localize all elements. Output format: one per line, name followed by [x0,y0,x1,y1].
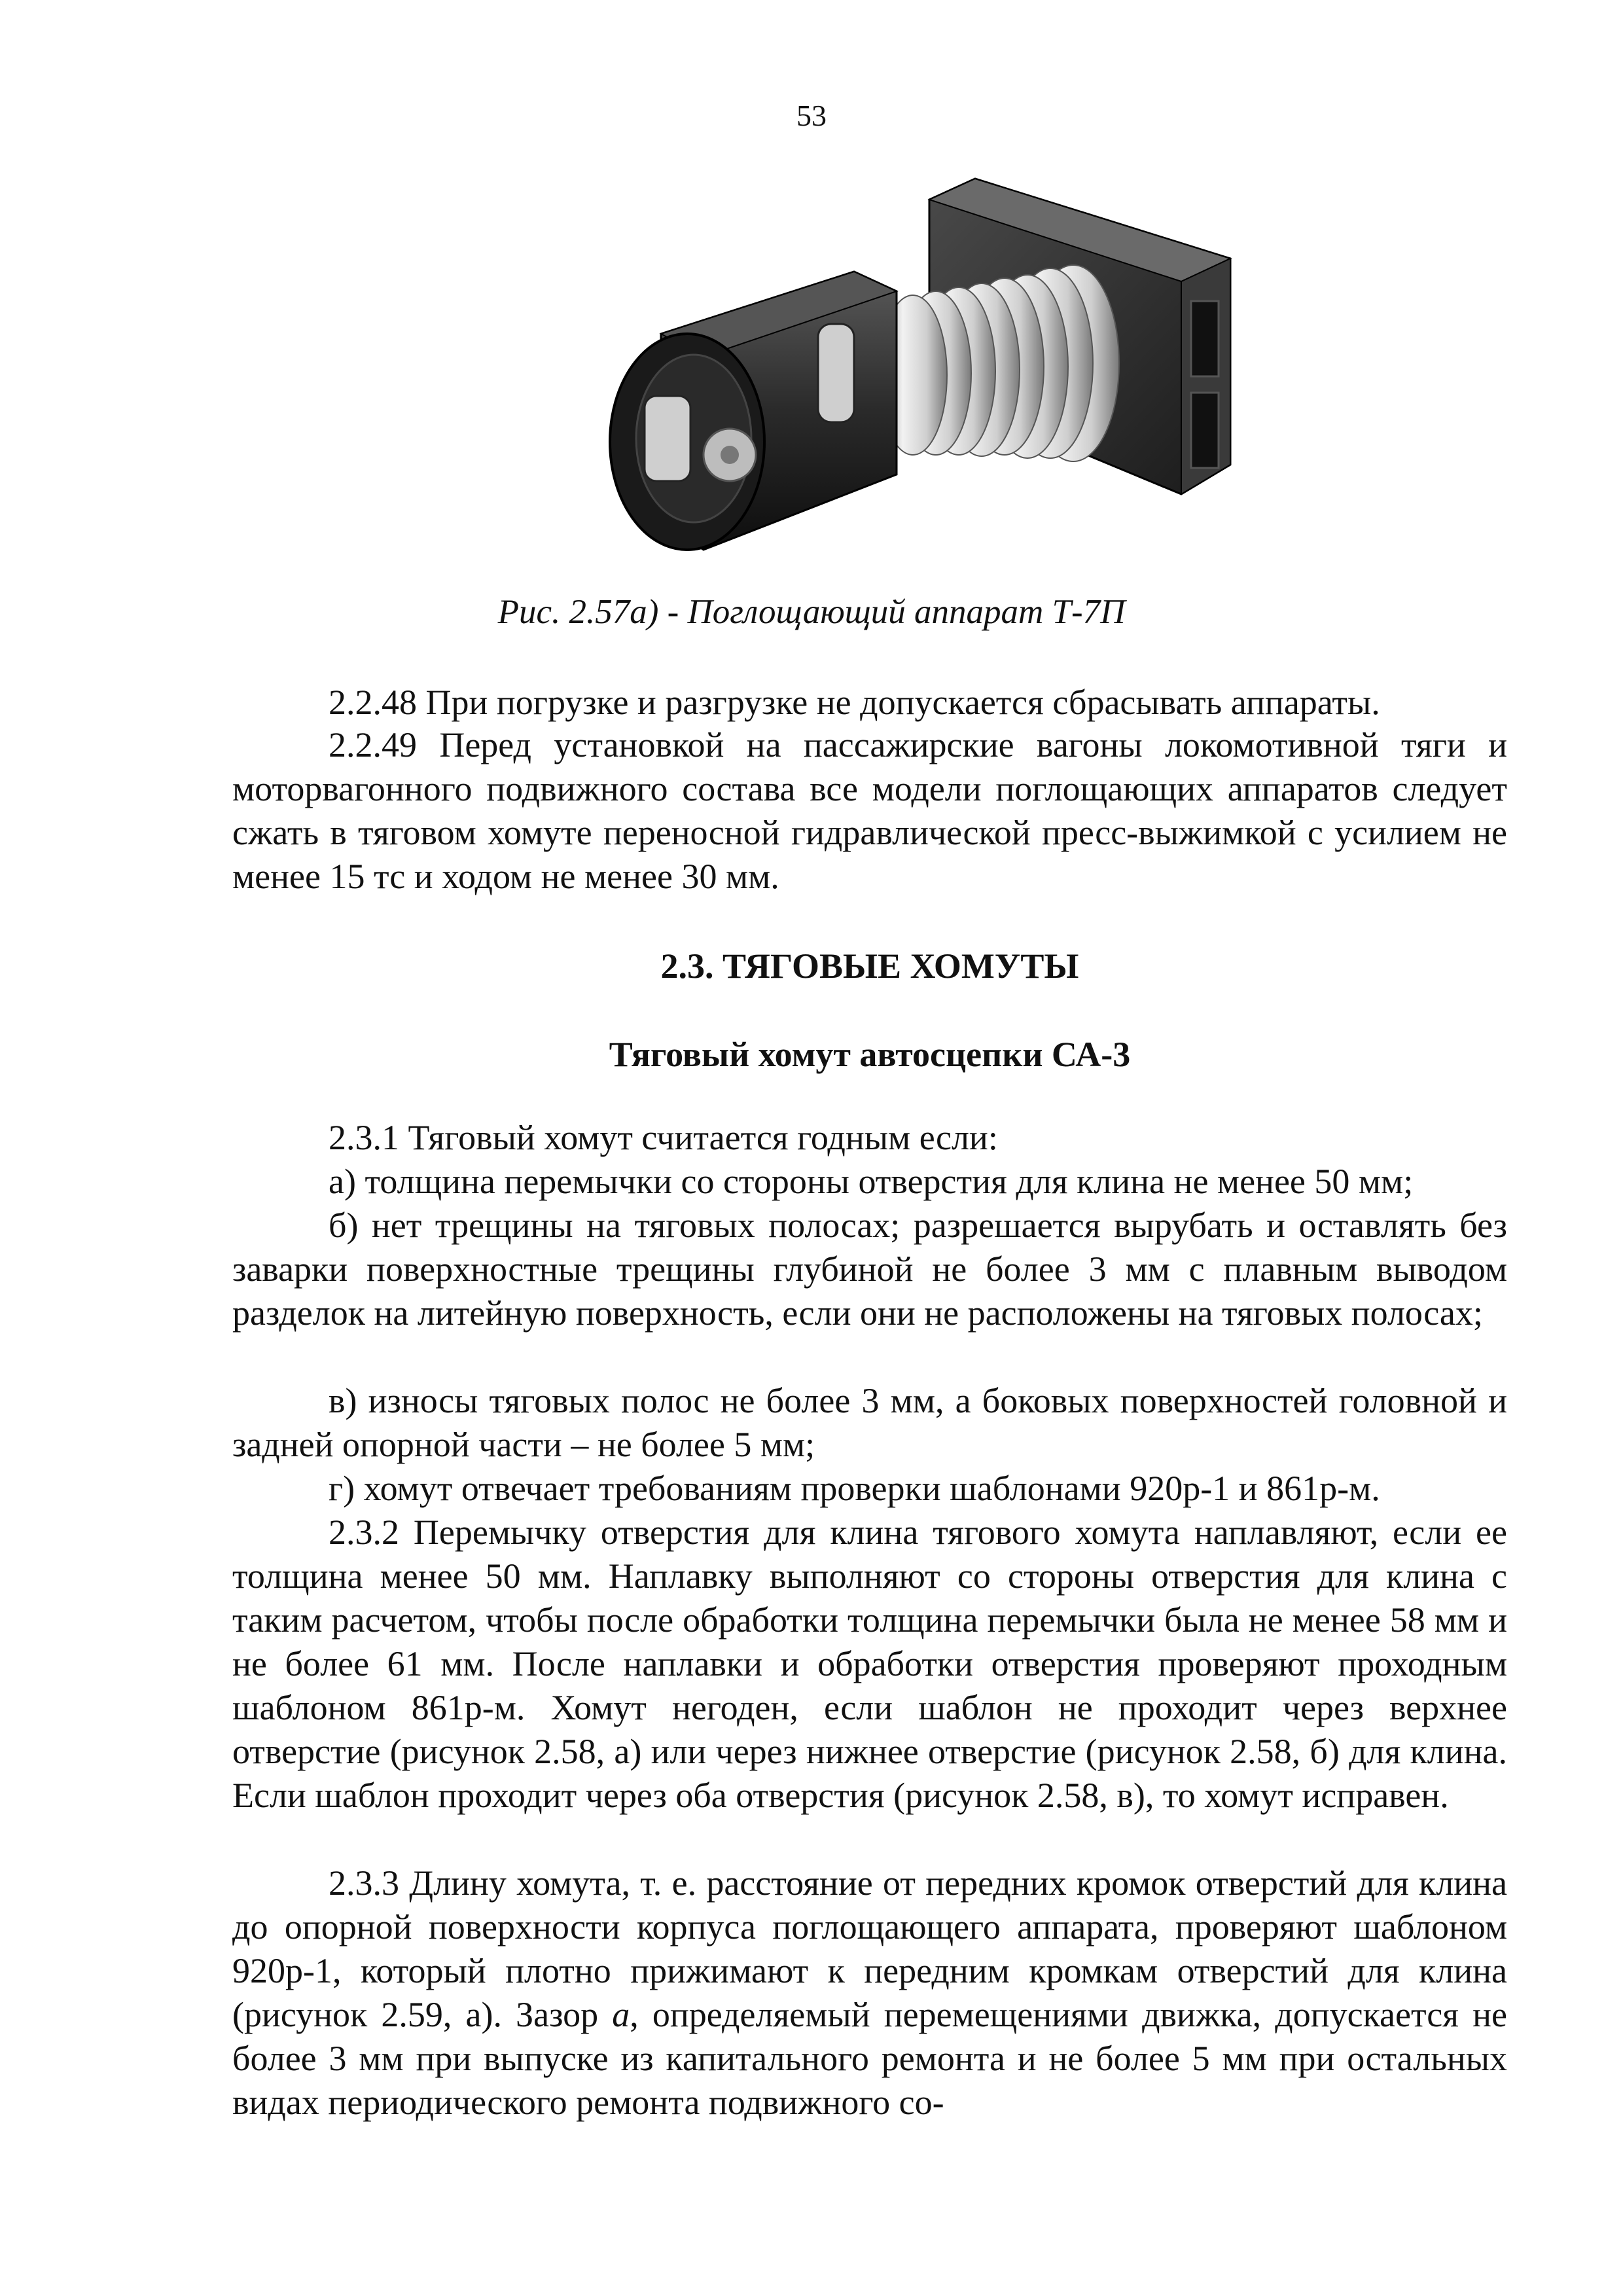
paragraph-2-3-1-g: г) хомут отвечает требованиям проверки шаблонами 920р-1 и 861р-м. [329,1469,1380,1508]
paragraph-2-3-1-b: б) нет трещины на тяговых полосах; разрешается вырубать и оставлять без заварки поверхностные трещины глубиной не более 3 мм с плавным выводом разделок на литейную поверхность, если они не расположены на тяговых полосах; [232,1206,1507,1333]
paragraph-2-3-1-v: в) износы тяговых полос не более 3 мм, а боковых поверхностей головной и задней опорной части – не более 5 мм; [232,1381,1507,1464]
paragraph-2-3-3-start: 2.3.3 Длину хомута, т. е. расстояние от передних кромок отверстий для клина до опорной поверхности корпуса поглощающего аппарата, проверяют шаблоном 920р-1, который плотно прижимают к передним кромкам отверстий для клина (рисунок 2.59, а). Зазор [232,1863,1507,2034]
absorbing-device-figure [589,167,1257,592]
paragraph-2-3-3-end: , определяемый перемещениями движка, допускается не более 3 мм при выпуске из капитального ремонта и не более 5 мм при остальных видах периодического ремонта подвижного со- [232,1995,1508,2122]
paragraph-2-2-48: 2.2.48 При погрузке и разгрузке не допускается сбрасывать аппараты. [329,683,1380,722]
page-number: 53 [796,99,827,132]
paragraph-2-3-3 [232,1861,1507,2125]
paragraph-2-2-49: 2.2.49 Перед установкой на пассажирские вагоны локомотивной тяги и моторвагонного подвижного состава все модели поглощающих аппаратов следует сжать в тяговом хомуте переносной гидравлической пресс-выжимкой с усилием не менее 15 тс и ходом не менее 30 мм. [232,725,1507,896]
figure-caption: Рис. 2.57а) - Поглощающий аппарат Т-7П [497,593,1126,631]
absorbing-device-illustration [589,167,1257,592]
section-subtitle: Тяговый хомут автосцепки СА-3 [609,1035,1131,1074]
gap-variable: а [612,1995,630,2034]
section-title: 2.3. ТЯГОВЫЕ ХОМУТЫ [660,946,1079,986]
paragraph-2-3-1: 2.3.1 Тяговый хомут считается годным если: [329,1118,998,1157]
paragraph-2-3-2: 2.3.2 Перемычку отверстия для клина тягового хомута наплавляют, если ее толщина менее 50 мм. Наплавку выполняют со стороны отверстия для клина с таким расчетом, чтобы после обработки толщина перемычки была не менее 58 мм и не более 61 мм. После наплавки и обработки отверстия проверяют проходным шаблоном 861р-м. Хомут негоден, если шаблон не проходит через верхнее отверстие (рисунок 2.58, а) или через нижнее отверстие (рисунок 2.58, б) для клина. Если шаблон проходит через оба отверстия (рисунок 2.58, в), то хомут исправен. [232,1513,1507,1815]
paragraph-2-3-1-a: а) толщина перемычки со стороны отверстия для клина не менее 50 мм; [329,1162,1414,1201]
